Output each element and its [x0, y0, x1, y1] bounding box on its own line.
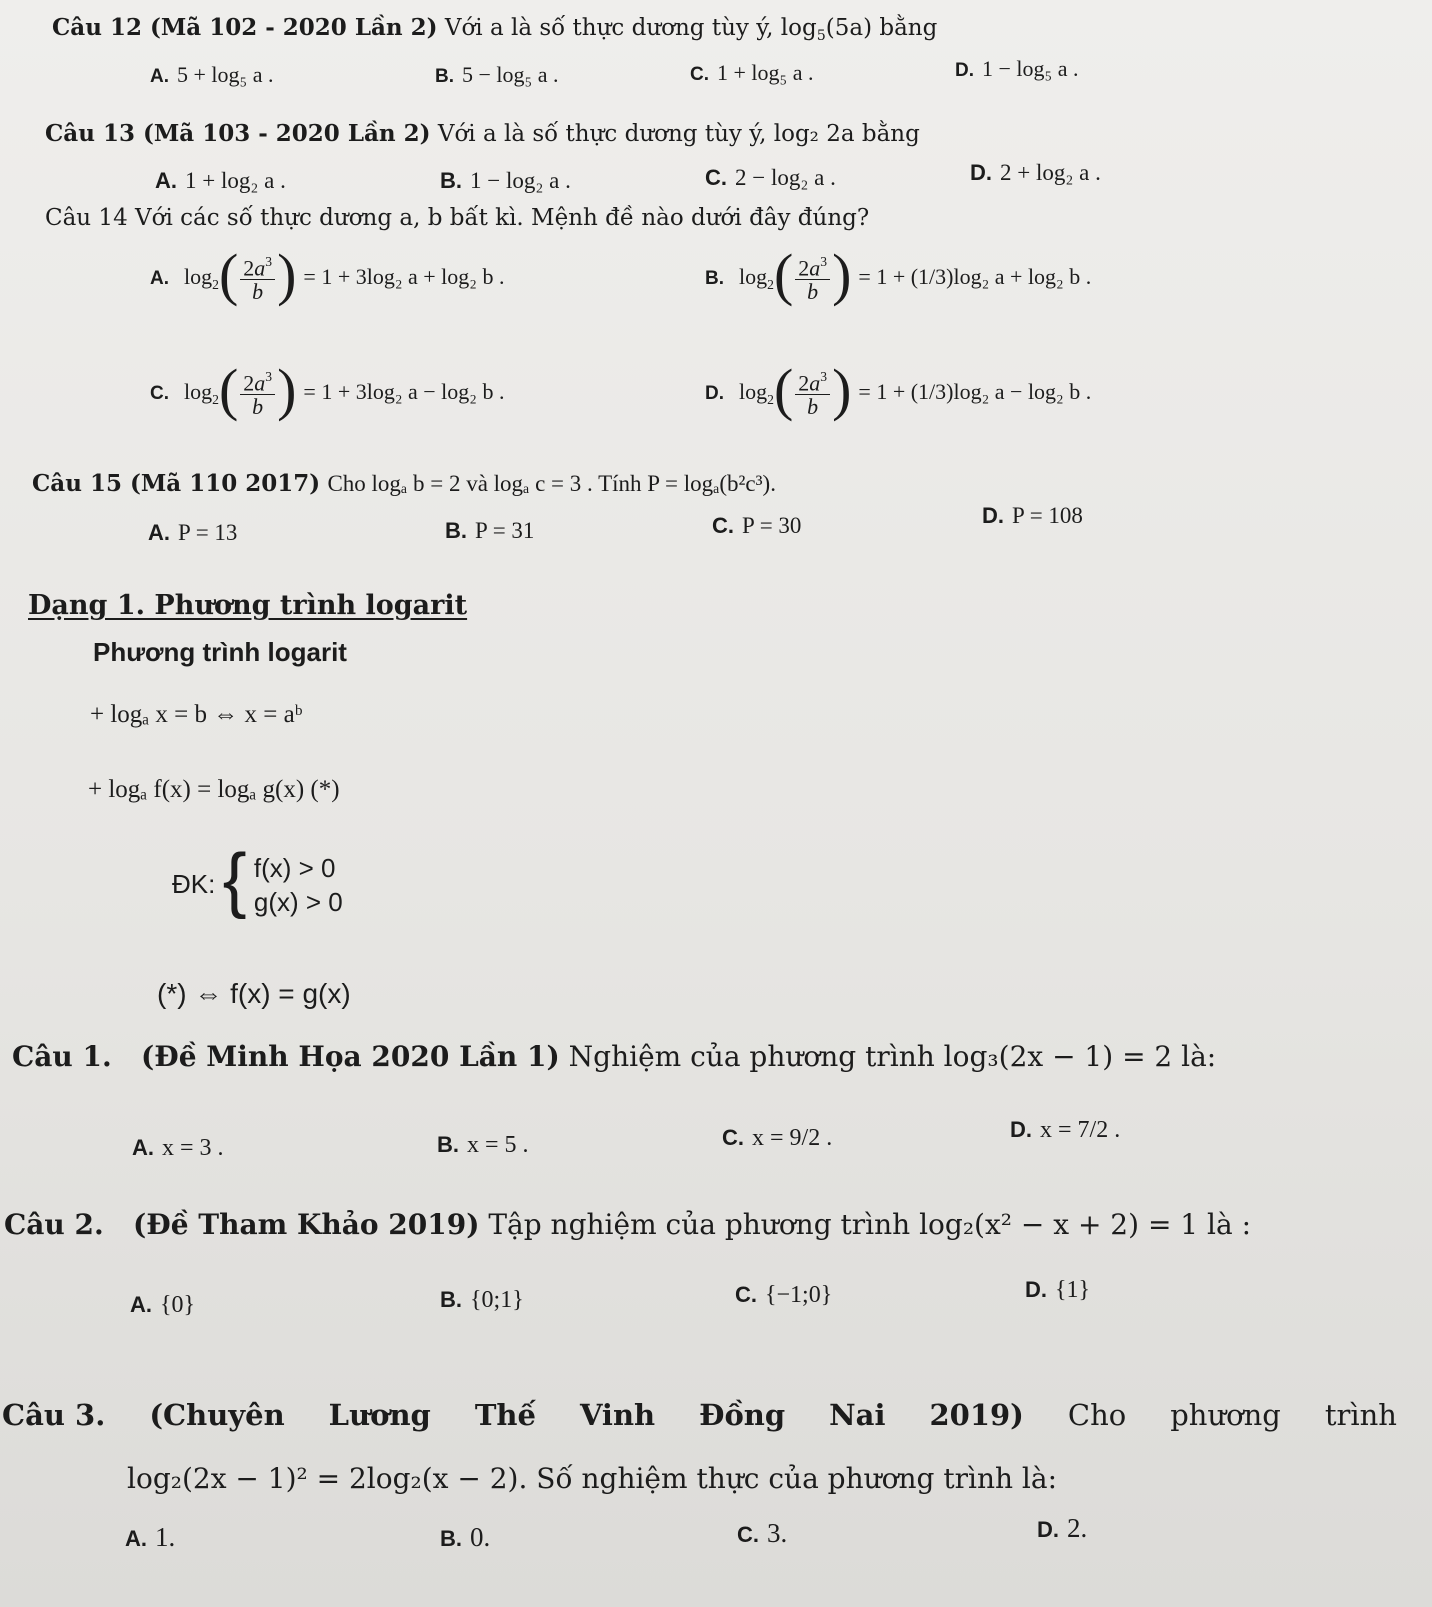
- c2-stem: Câu 2. (Đề Tham Khảo 2019) Tập nghiệm của phương trình log₂(x² − x + 2) = 1 là :: [4, 1208, 1252, 1241]
- c3-stem-line2: log₂(2x − 1)² = 2log₂(x − 2). Số nghiệm thực của phương trình là:: [127, 1462, 1058, 1495]
- q15-option-b: B. P = 31: [445, 518, 535, 543]
- c2-option-a: A. {0}: [130, 1292, 196, 1318]
- q14-option-a: A. $\log_2$( $\frac{2a^3}{b}$ ) = 1 + 3log₂ a + log₂ b .: [150, 242, 505, 307]
- rule-2: + logₐ f(x) = logₐ g(x) (*): [88, 776, 340, 803]
- q12-option-b: B. 5 − log₅ a .: [435, 62, 559, 87]
- c3-option-a: A. 1.: [125, 1522, 176, 1552]
- q15-option-d: D. P = 108: [982, 503, 1083, 528]
- q13-stem: Câu 13 (Mã 103 - 2020 Lần 2) Với a là số thực dương tùy ý, log₂ 2a bằng: [45, 120, 920, 147]
- equivalence: (*) ⇔ f(x) = g(x): [157, 978, 351, 1009]
- c1-option-d: D. x = 7/2 .: [1010, 1117, 1121, 1143]
- q14-option-b: B. $\log_2$( $\frac{2a^3}{b}$ ) = 1 + (1/3)log₂ a + log₂ b .: [705, 242, 1092, 307]
- c1-option-b: B. x = 5 .: [437, 1132, 529, 1158]
- q13-option-c: C. 2 − log₂ a .: [705, 165, 836, 190]
- c1-option-a: A. x = 3 .: [132, 1135, 224, 1161]
- q13-option-d: D. 2 + log₂ a .: [970, 160, 1101, 185]
- q14-option-d: D. $\log_2$( $\frac{2a^3}{b}$ ) = 1 + (1/3)log₂ a − log₂ b .: [705, 357, 1092, 422]
- q15-option-c: C. P = 30: [712, 513, 802, 538]
- c3-stem-line1: Câu 3. (Chuyên Lương Thế Vinh Đồng Nai 2019) Cho phương trình: [2, 1398, 1397, 1432]
- rule-1: + logₐ x = b ⇔ x = aᵇ: [90, 701, 303, 728]
- c2-option-c: C. {−1;0}: [735, 1282, 833, 1308]
- section-title: Dạng 1. Phương trình logarit: [28, 590, 468, 621]
- c1-stem: Câu 1. (Đề Minh Họa 2020 Lần 1) Nghiệm của phương trình log₃(2x − 1) = 2 là:: [12, 1040, 1217, 1073]
- c3-option-d: D. 2.: [1037, 1513, 1088, 1543]
- q13-option-a: A. 1 + log₂ a .: [155, 168, 286, 193]
- c2-option-b: B. {0;1}: [440, 1287, 524, 1313]
- condition-g: g(x) > 0: [253, 887, 343, 917]
- q12-stem: Câu 12 (Mã 102 - 2020 Lần 2) Với a là số thực dương tùy ý, $\log_5(5a)$ bằng: [52, 14, 938, 44]
- q14-option-c: C. $\log_2$( $\frac{2a^3}{b}$ ) = 1 + 3log₂ a − log₂ b .: [150, 357, 505, 422]
- q14-stem: Câu 14 Với các số thực dương a, b bất kì. Mệnh đề nào dưới đây đúng?: [45, 205, 870, 231]
- condition-block: ĐK: { f(x) > 0 g(x) > 0: [172, 840, 343, 920]
- condition-f: f(x) > 0: [253, 853, 336, 884]
- c2-option-d: D. {1}: [1025, 1277, 1091, 1303]
- c1-option-c: C. x = 9/2 .: [722, 1125, 833, 1151]
- q15-option-a: A. P = 13: [148, 520, 238, 545]
- c3-option-c: C. 3.: [737, 1518, 788, 1548]
- section-subtitle: Phương trình logarit: [93, 637, 347, 667]
- q15-stem: Câu 15 (Mã 110 2017) Cho logₐ b = 2 và logₐ c = 3 . Tính P = logₐ(b²c³).: [32, 470, 776, 497]
- q12-option-d: D. 1 − log₅ a .: [955, 56, 1079, 81]
- q13-option-b: B. 1 − log₂ a .: [440, 168, 571, 193]
- q12-option-a: A. 5 + log₅ a .: [150, 62, 274, 87]
- q12-option-c: C. 1 + log₅ a .: [690, 60, 814, 85]
- c3-option-b: B. 0.: [440, 1522, 491, 1552]
